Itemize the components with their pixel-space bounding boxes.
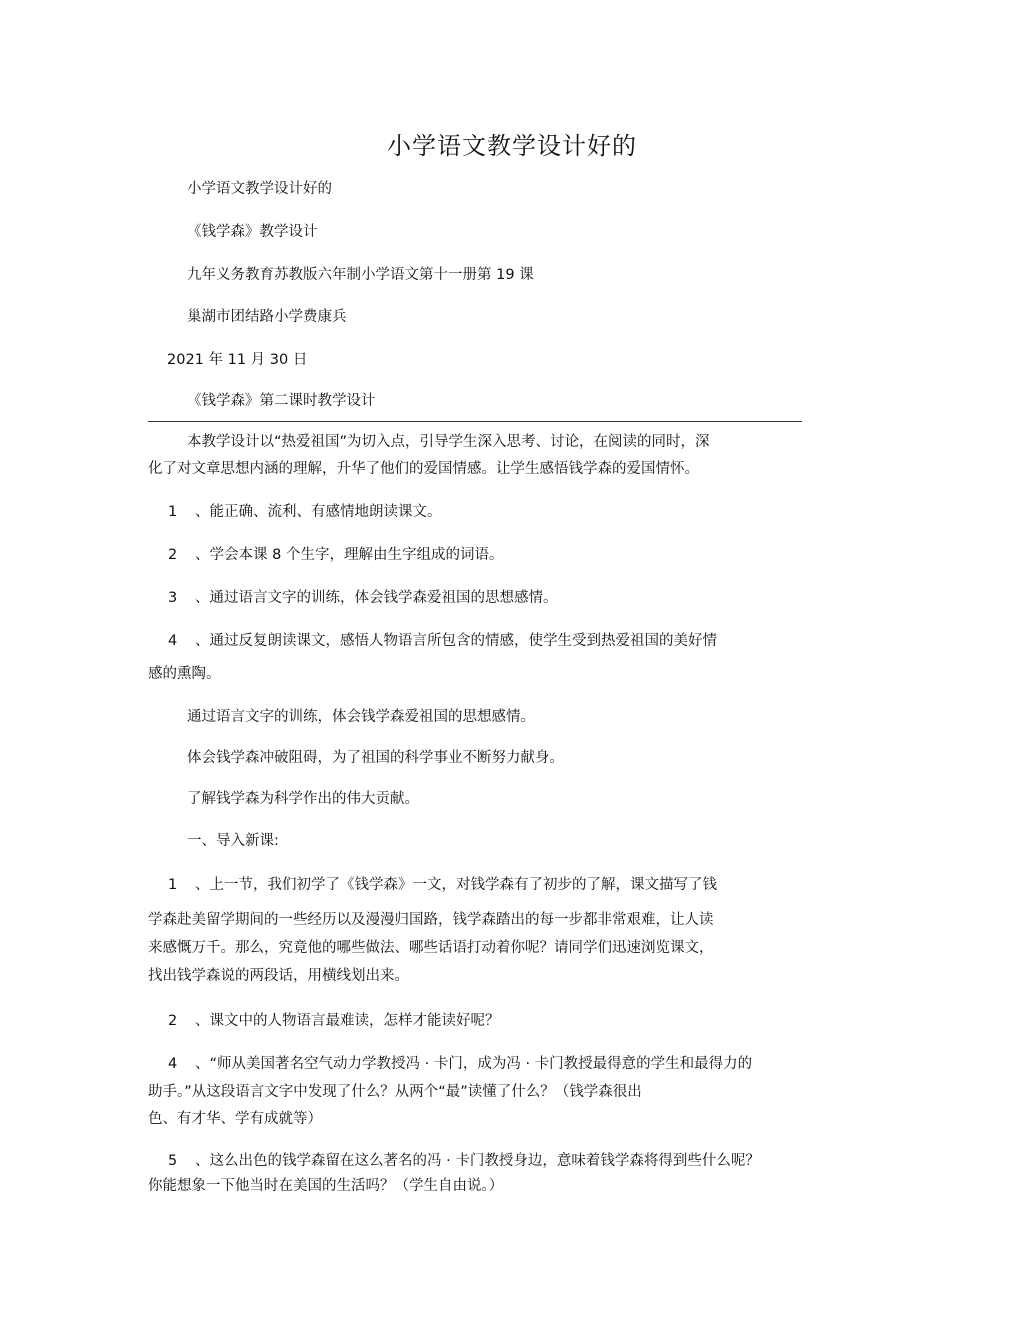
- step-text-continuation: 色、有才华、学有成就等）: [148, 1111, 322, 1127]
- textbook-line: 九年义务教育苏教版六年制小学语文第十一册第 19 课: [187, 267, 534, 283]
- goal-text: 、通过反复朗读课文，感悟人物语言所包含的情感，使学生受到热爱祖国的美好情: [195, 633, 717, 649]
- intro-line-1: 本教学设计以“热爱祖国”为切入点，引导学生深入思考、讨论，在阅读的同时，深: [187, 434, 710, 450]
- step-number: 4: [168, 1056, 178, 1072]
- step-text-continuation: 你能想象一下他当时在美国的生活吗？（学生自由说。）: [148, 1178, 504, 1194]
- author-line: 巢湖市团结路小学费康兵: [187, 309, 347, 325]
- goal-text-continuation: 感的熏陶。: [148, 666, 221, 682]
- step-number: 2: [168, 1013, 178, 1029]
- step-text-continuation: 找出钱学森说的两段话，用横线划出来。: [148, 968, 409, 984]
- second-lesson-line: 《钱学森》第二课时教学设计: [187, 393, 376, 409]
- goal-number: 4: [168, 633, 178, 649]
- document-title: 小学语文教学设计好的: [387, 132, 637, 160]
- goal-text: 、通过语言文字的训练，体会钱学森爱祖国的思想感情。: [195, 590, 558, 606]
- step-number: 1: [168, 877, 178, 893]
- step-text: 、课文中的人物语言最难读，怎样才能读好呢？: [195, 1013, 500, 1029]
- goal-text: 、能正确、流利、有感情地朗读课文。: [195, 504, 442, 520]
- step-number: 5: [168, 1153, 178, 1169]
- step-text: 、“师从美国著名空气动力学教授冯 · 卡门，成为冯 · 卡门教授最得意的学生和最得力的: [195, 1056, 753, 1072]
- keypoint-line: 体会钱学森冲破阻碍，为了祖国的科学事业不断努力献身。: [187, 750, 564, 766]
- lesson-title-line: 《钱学森》教学设计: [187, 224, 318, 240]
- horizontal-divider: [148, 421, 802, 422]
- goal-number: 1: [168, 504, 178, 520]
- goal-number: 2: [168, 547, 178, 563]
- step-text-continuation: 来感慨万千。那么，究竟他的哪些做法、哪些话语打动着你呢？请同学们迅速浏览课文，: [148, 940, 714, 956]
- step-text: 、上一节，我们初学了《钱学森》一文，对钱学森有了初步的了解，课文描写了钱: [195, 877, 717, 893]
- section-heading: 一、导入新课:: [187, 833, 279, 849]
- goal-text: 、学会本课 8 个生字，理解由生字组成的词语。: [195, 547, 504, 563]
- subtitle-line: 小学语文教学设计好的: [187, 181, 332, 197]
- goal-number: 3: [168, 590, 178, 606]
- keypoint-line: 通过语言文字的训练，体会钱学森爱祖国的思想感情。: [187, 709, 535, 725]
- step-text-continuation: 学森赴美留学期间的一些经历以及漫漫归国路，钱学森踏出的每一步都非常艰难，让人读: [148, 912, 714, 928]
- step-text-continuation: 助手。”从这段语言文字中发现了什么？从两个“最”读懂了什么？（钱学森很出: [148, 1084, 642, 1100]
- keypoint-line: 了解钱学森为科学作出的伟大贡献。: [187, 791, 419, 807]
- step-text: 、这么出色的钱学森留在这么著名的冯 · 卡门教授身边，意味着钱学森将得到些什么呢？: [195, 1153, 760, 1169]
- date-line: 2021 年 11 月 30 日: [167, 352, 308, 368]
- intro-line-2: 化了对文章思想内涵的理解，升华了他们的爱国情感。让学生感悟钱学森的爱国情怀。: [148, 461, 699, 477]
